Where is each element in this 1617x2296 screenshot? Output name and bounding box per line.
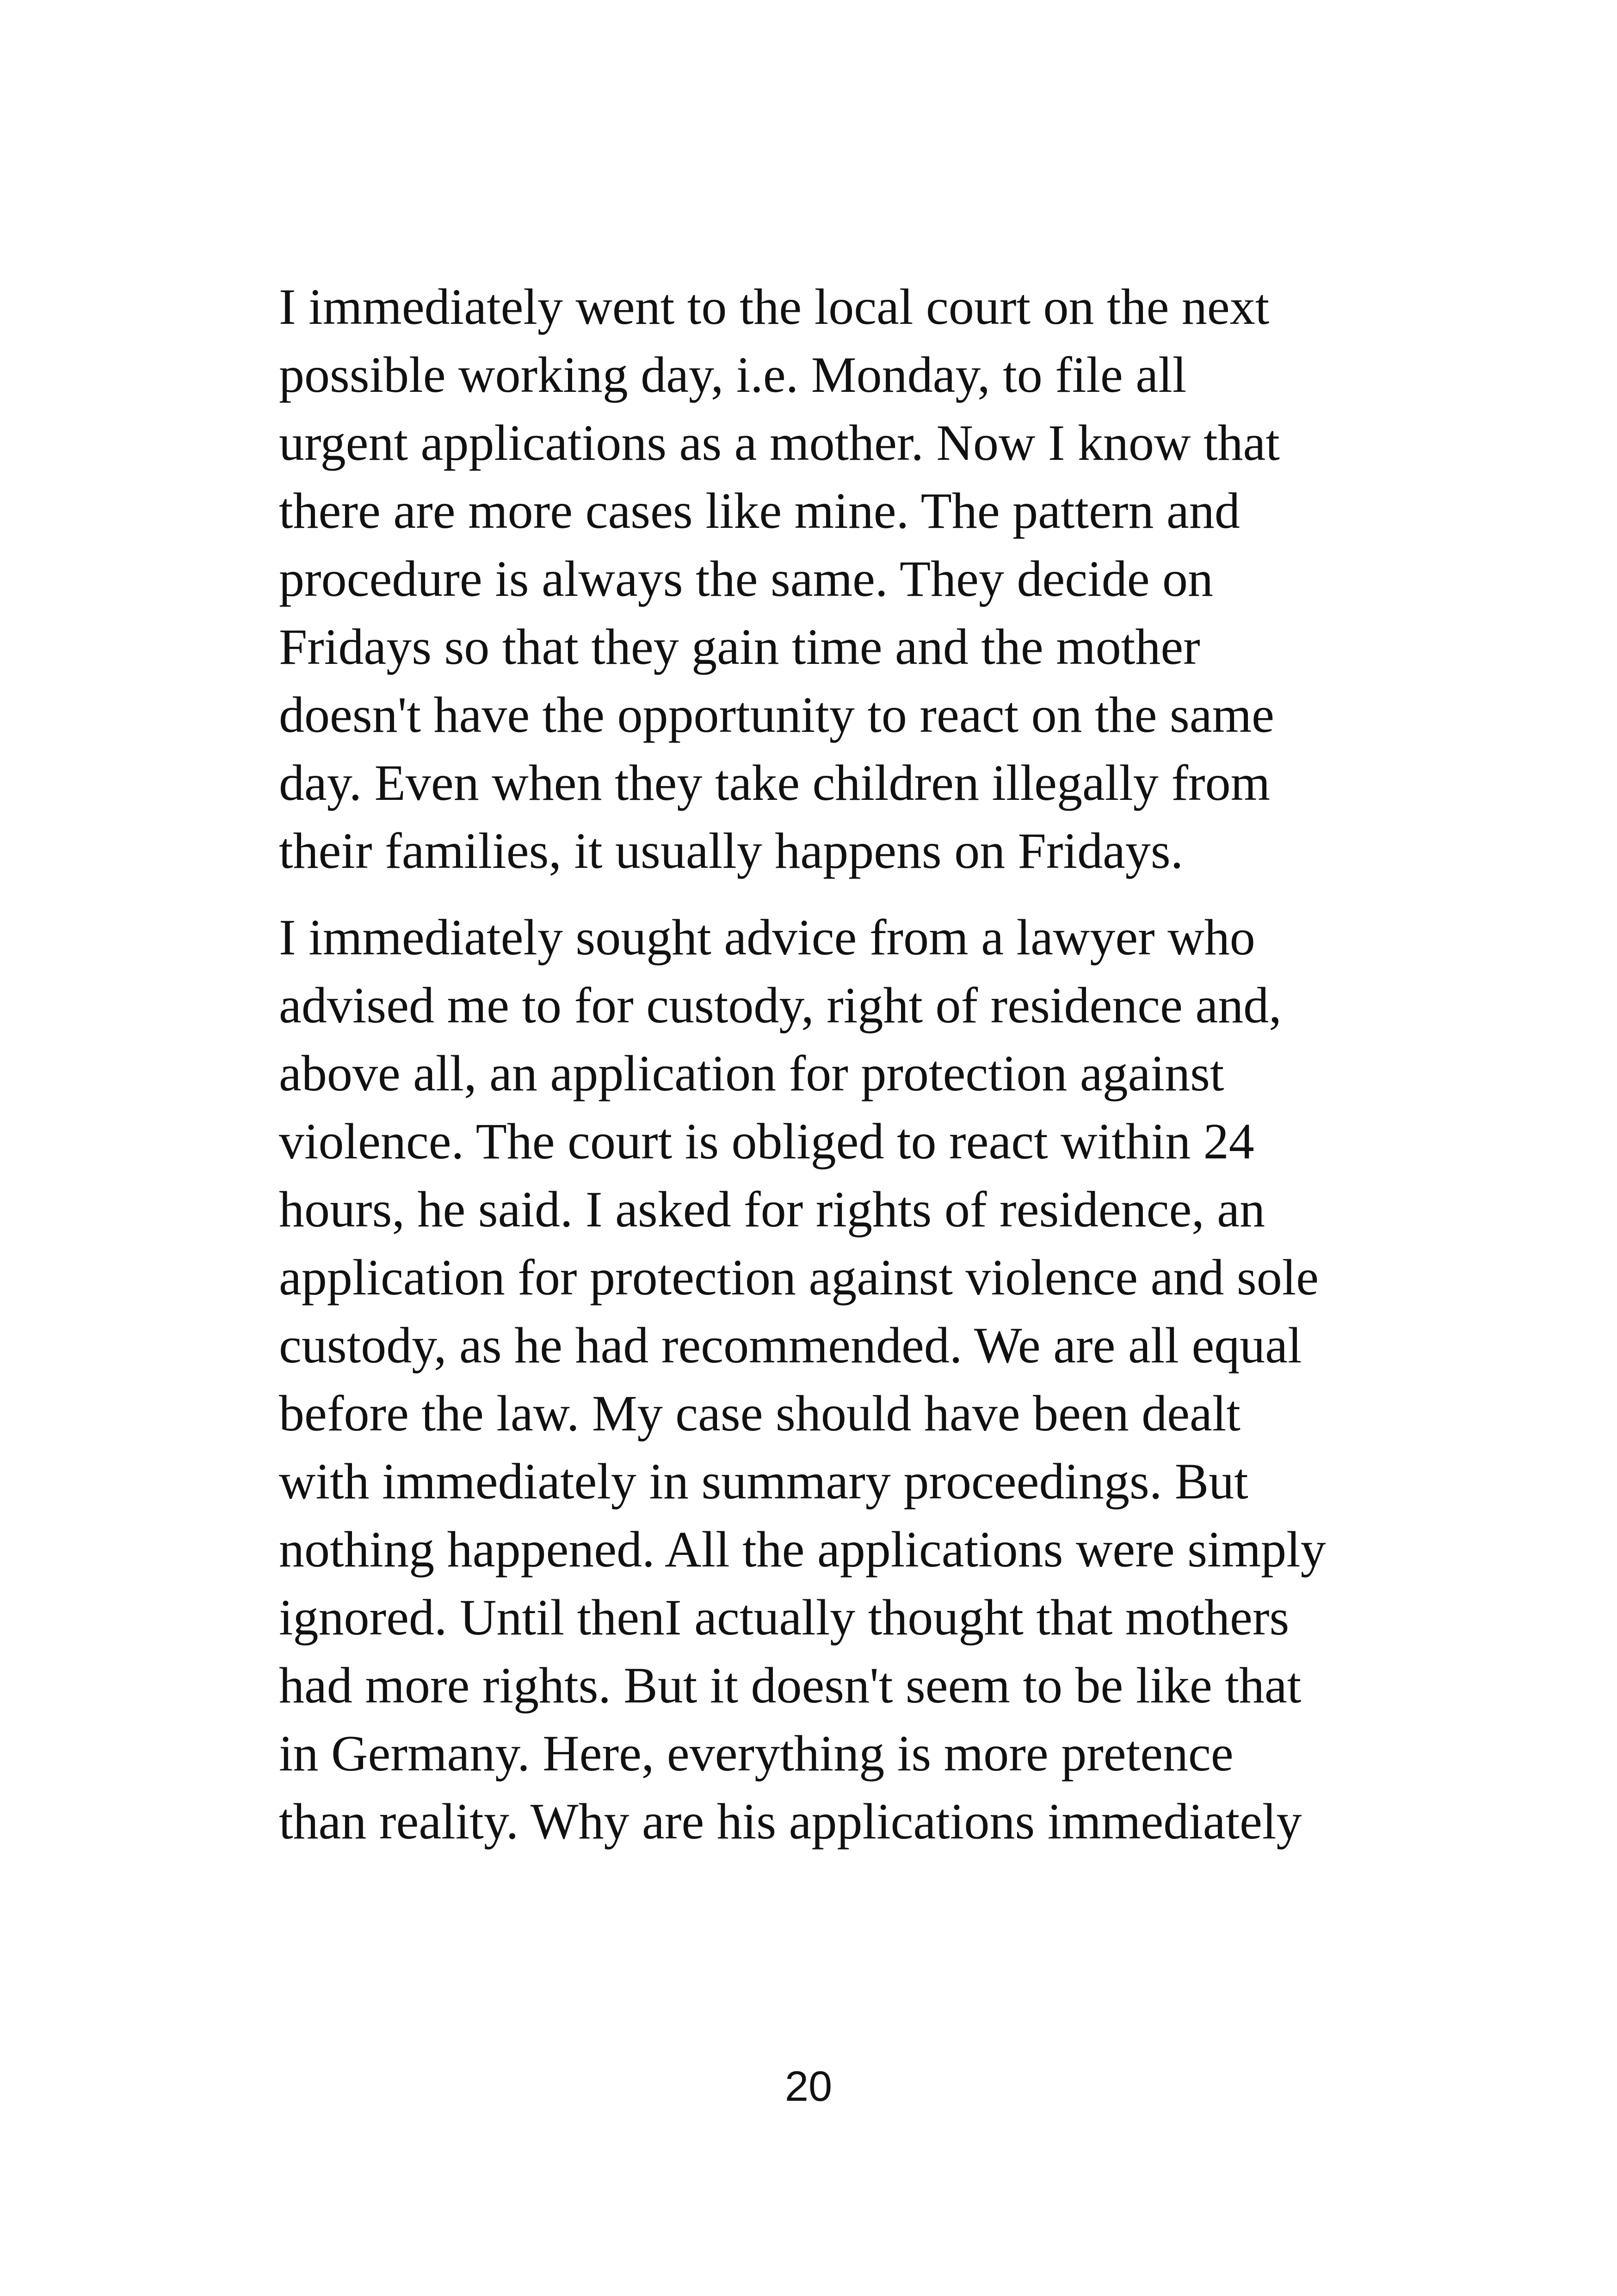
text-line: hours, he said. I asked for rights of residence, an xyxy=(279,1181,1265,1238)
text-line: day. Even when they take children illegally from xyxy=(279,755,1271,811)
text-line: with immediately in summary proceedings. But xyxy=(279,1453,1248,1510)
text-line: application for protection against violence and sole xyxy=(279,1249,1319,1306)
text-line: there are more cases like mine. The pattern and xyxy=(279,483,1240,539)
paragraph-1 xyxy=(279,273,1366,885)
body-text xyxy=(279,273,1366,1856)
text-line: their families, it usually happens on Fridays. xyxy=(279,823,1184,879)
text-line: ignored. Until thenI actually thought that mothers xyxy=(279,1589,1290,1646)
text-line: advised me to for custody, right of residence and, xyxy=(279,977,1282,1034)
text-line: nothing happened. All the applications were simply xyxy=(279,1521,1326,1578)
text-line: above all, an application for protection against xyxy=(279,1045,1224,1102)
text-line: violence. The court is obliged to react within 24 xyxy=(279,1113,1254,1170)
text-line: doesn't have the opportunity to react on the same xyxy=(279,687,1274,743)
text-line: custody, as he had recommended. We are all equal xyxy=(279,1317,1302,1374)
text-line: Fridays so that they gain time and the mother xyxy=(279,619,1200,675)
text-line: in Germany. Here, everything is more pretence xyxy=(279,1725,1234,1782)
text-line: possible working day, i.e. Monday, to file all xyxy=(279,347,1187,403)
text-line: before the law. My case should have been dealt xyxy=(279,1385,1241,1442)
page-number: 20 xyxy=(784,2063,833,2110)
paragraph-2 xyxy=(279,904,1366,1856)
text-line: I immediately went to the local court on the next xyxy=(279,278,1270,335)
text-line: urgent applications as a mother. Now I know that xyxy=(279,415,1280,471)
text-line: I immediately sought advice from a lawyer who xyxy=(279,909,1255,965)
text-line: had more rights. But it doesn't seem to be like that xyxy=(279,1657,1302,1714)
text-line: procedure is always the same. They decide on xyxy=(279,551,1214,607)
text-line: than reality. Why are his applications immediately xyxy=(279,1793,1302,1850)
